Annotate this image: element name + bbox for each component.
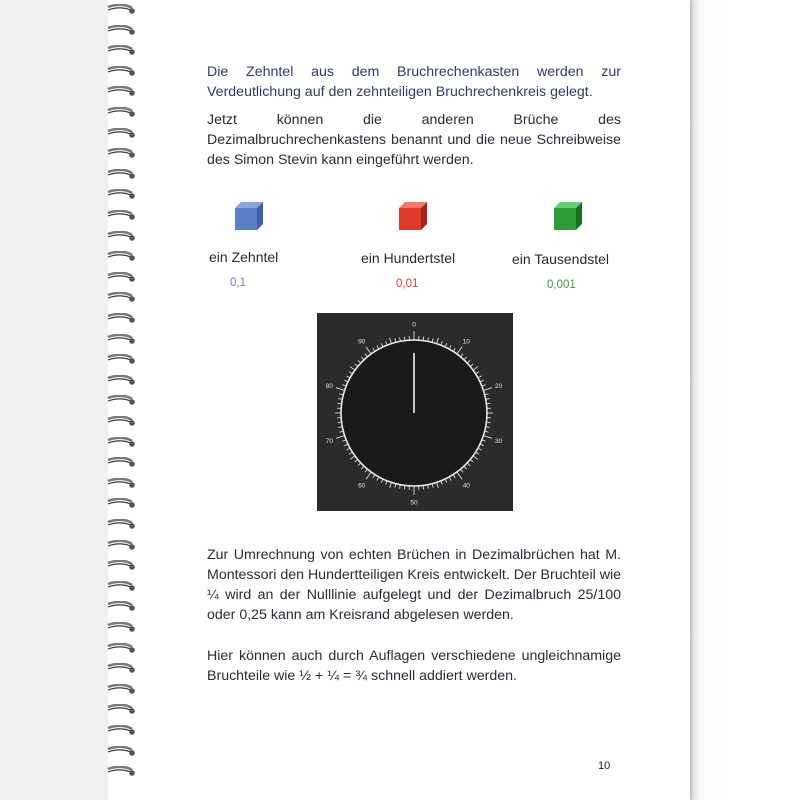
circle-tick [457, 347, 462, 354]
circle-tick [449, 477, 451, 481]
circle-tick [355, 364, 358, 367]
cube-label-zehntel: ein Zehntel [209, 249, 279, 265]
cube-label-tausendstel: ein Tausendstel [512, 251, 610, 267]
spiral-coil [104, 189, 140, 201]
paragraph-intro: Die Zehntel aus dem Bruchrechenkasten werden zur Verdeutlichung auf den zehnteiligen Bruchrechenkreis gelegt. [207, 64, 621, 100]
cube-label-hundertstel: ein Hundertstel [361, 250, 456, 266]
paragraph-stevin: Jetzt können die anderen Brüche des Dezimalbruchrechenkastens benannt und die neue Schreibweise des Simon Stevin kann eingeführt werden. [207, 112, 621, 168]
spiral-coil [104, 498, 140, 510]
spiral-coil [104, 519, 140, 531]
circle-tick [473, 456, 478, 460]
circle-tick [361, 357, 364, 360]
circle-tick [461, 354, 464, 357]
circle-tick [473, 367, 478, 371]
spiral-coil [104, 169, 140, 181]
circle-tick [483, 388, 492, 391]
circle-tick-label: 20 [495, 382, 503, 390]
spiral-coil [104, 4, 140, 16]
circle-tick [365, 469, 368, 472]
circle-tick-label: 30 [495, 438, 503, 446]
spiral-coil [104, 457, 140, 469]
spiral-coil [104, 622, 140, 634]
circle-tick [476, 372, 479, 374]
circle-tick-label: 80 [325, 382, 333, 390]
circle-tick [338, 422, 342, 423]
circle-tick-label: 0 [412, 321, 416, 329]
circle-tick [350, 456, 355, 460]
spiral-coil [104, 45, 140, 57]
cube-value-zehntel: 0,1 [230, 277, 246, 289]
spiral-coil [104, 313, 140, 325]
spiral-coil [104, 601, 140, 613]
spiral-coil [104, 684, 140, 696]
circle-tick [358, 360, 361, 363]
circle-tick-label: 10 [462, 338, 470, 346]
cube-value-tausendstel: 0,001 [547, 279, 576, 291]
spiral-coil [104, 581, 140, 593]
circle-tick-label: 50 [410, 499, 418, 507]
circle-tick [478, 448, 482, 450]
circle-tick [349, 372, 352, 374]
green-cube-icon [551, 199, 585, 233]
spiral-coil [104, 66, 140, 78]
spiral-coil [104, 663, 140, 675]
spiral-coil [104, 231, 140, 243]
spiral-coil [104, 704, 140, 716]
circle-tick [381, 343, 383, 347]
circle-tick [347, 376, 351, 378]
spiral-coil [104, 395, 140, 407]
hundred-part-circle [317, 313, 513, 511]
circle-tick [349, 452, 352, 454]
circle-tick [373, 475, 375, 478]
circle-tick [449, 346, 451, 350]
circle-tick [453, 475, 455, 478]
circle-tick [483, 436, 492, 439]
circle-tick [390, 482, 392, 488]
circle-tick [467, 463, 470, 466]
spiral-coil [104, 128, 140, 140]
circle-tick [470, 460, 473, 463]
spiral-coil [104, 643, 140, 655]
spiral-coil [104, 746, 140, 758]
circle-tick [377, 346, 379, 350]
spiral-coil [104, 148, 140, 160]
page-edge-shadow [688, 0, 800, 800]
spiral-coil [104, 86, 140, 98]
spiral-coil [104, 107, 140, 119]
paragraph-hundred-circle: Zur Umrechnung von echten Brüchen in Dezimalbrüchen hat M. Montessori den Hundertteiligen Kreis entwickelt. Der Bruchteil wie ¼ wird an der Nulllinie aufgelegt und der Dezimalbruch 25/100 oder 0,25 kann am Kreisrand abgelesen werden. [207, 547, 621, 623]
circle-tick-label: 40 [462, 482, 470, 490]
spiral-binding [104, 0, 144, 800]
spiral-coil [104, 25, 140, 37]
circle-tick [480, 444, 484, 446]
spiral-coil [104, 354, 140, 366]
circle-tick [467, 360, 470, 363]
circle-tick [366, 472, 371, 479]
circle-tick [470, 364, 473, 367]
circle-tick [404, 337, 405, 341]
circle-tick [373, 348, 375, 351]
spiral-coil [104, 272, 140, 284]
spiral-coil [104, 334, 140, 346]
circle-tick [478, 376, 482, 378]
circle-tick-label: 60 [358, 482, 366, 490]
circle-tick-label: 70 [325, 438, 333, 446]
circle-tick [347, 448, 351, 450]
circle-tick [437, 482, 439, 488]
spiral-coil [104, 251, 140, 263]
hundred-part-circle-photo [317, 313, 513, 511]
circle-tick [366, 347, 371, 354]
circle-tick [358, 463, 361, 466]
circle-tick [423, 337, 424, 341]
circle-tick [423, 485, 424, 489]
red-cube-icon [396, 199, 430, 233]
circle-tick [461, 469, 464, 472]
spiral-coil [104, 725, 140, 737]
spiral-coil [104, 210, 140, 222]
circle-tick [361, 466, 364, 469]
circle-tick [464, 357, 467, 360]
circle-tick [365, 354, 368, 357]
circle-tick [377, 477, 379, 481]
spiral-coil [104, 292, 140, 304]
circle-tick [381, 479, 383, 483]
spiral-coil [104, 560, 140, 572]
circle-tick [464, 466, 467, 469]
circle-tick [457, 472, 462, 479]
circle-tick [445, 479, 447, 483]
paragraph-addition: Hier können auch durch Auflagen verschiedene ungleichnamige Bruchteile wie ½ + ¼ = ¾ schnell addiert werden. [207, 648, 621, 684]
circle-tick-label: 90 [358, 338, 366, 346]
circle-tick [404, 485, 405, 489]
cube-value-hundertstel: 0,01 [396, 278, 419, 290]
spiral-coil [104, 540, 140, 552]
spiral-coil [104, 375, 140, 387]
circle-tick [344, 444, 348, 446]
circle-tick [437, 338, 439, 344]
circle-tick [336, 436, 345, 439]
circle-tick [344, 380, 348, 382]
circle-tick [355, 460, 358, 463]
circle-tick [486, 422, 490, 423]
circle-tick [338, 403, 342, 404]
circle-tick [336, 388, 345, 391]
spiral-coil [104, 766, 140, 778]
spiral-coil [104, 437, 140, 449]
blue-cube-icon [232, 199, 266, 233]
page-number: 10 [598, 760, 611, 772]
circle-tick [350, 367, 355, 371]
spiral-coil [104, 478, 140, 490]
spiral-coil [104, 416, 140, 428]
circle-tick [486, 403, 490, 404]
circle-tick [445, 343, 447, 347]
circle-tick [453, 348, 455, 351]
circle-tick [390, 338, 392, 344]
circle-tick [476, 452, 479, 454]
circle-tick [480, 380, 484, 382]
